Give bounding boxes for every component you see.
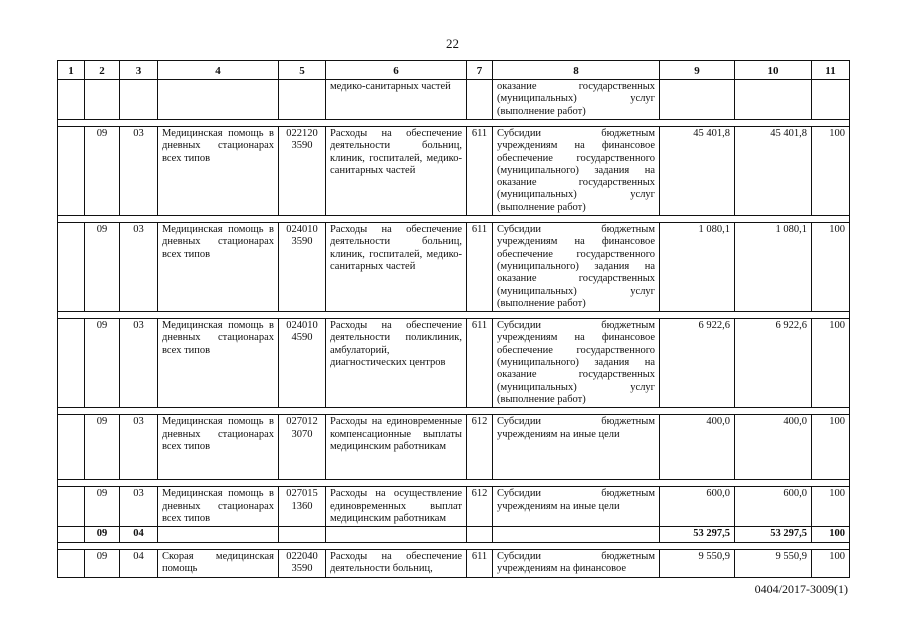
section-code: 09	[85, 415, 120, 480]
expense-type-code: 612	[467, 415, 493, 480]
col-header: 5	[279, 61, 326, 80]
total-plan: 53 297,5	[660, 527, 735, 542]
section-name: Медицинская помощь в дневных стационарах всех типов	[158, 223, 279, 312]
subsidy-desc: Субсидии бюджетным учреждениям на иные цели	[493, 415, 660, 480]
section-name: Медицинская помощь в дневных стационарах всех типов	[158, 127, 279, 216]
col-header: 2	[85, 61, 120, 80]
amount-plan: 600,0	[660, 487, 735, 527]
subsection-code: 03	[120, 223, 158, 312]
target-article: 027012 3070	[279, 415, 326, 480]
subsidy-desc: Субсидии бюджетным учреждениям на финансовое обеспечение государственного (муниципального) задания на оказание государственных (муниципальных) услуг (выполнение работ)	[493, 127, 660, 216]
expense-type-code: 611	[467, 127, 493, 216]
percent: 100	[812, 127, 850, 216]
amount-plan: 9 550,9	[660, 549, 735, 577]
percent: 100	[812, 223, 850, 312]
col-header: 10	[735, 61, 812, 80]
expense-desc: Расходы на обеспечение деятельности больниц, клиник, госпиталей, медико-санитарных частей	[326, 127, 467, 216]
section-code: 09	[85, 223, 120, 312]
table-row	[58, 415, 850, 480]
amount-actual: 45 401,8	[735, 127, 812, 216]
col-header: 11	[812, 61, 850, 80]
table-row	[58, 127, 850, 216]
total-percent: 100	[812, 527, 850, 542]
percent: 100	[812, 487, 850, 527]
subsidy-desc: Субсидии бюджетным учреждениям на финансовое	[493, 549, 660, 577]
amount-plan: 400,0	[660, 415, 735, 480]
col-header: 3	[120, 61, 158, 80]
section-code: 09	[85, 487, 120, 527]
subsidy-desc: Субсидии бюджетным учреждениям на иные цели	[493, 487, 660, 527]
target-article: 022120 3590	[279, 127, 326, 216]
amount-plan: 1 080,1	[660, 223, 735, 312]
section-name: Скорая медицинская помощь	[158, 549, 279, 577]
table-row	[58, 487, 850, 527]
amount-plan: 45 401,8	[660, 127, 735, 216]
section-name: Медицинская помощь в дневных стационарах всех типов	[158, 487, 279, 527]
subsidy-desc: Субсидии бюджетным учреждениям на финансовое обеспечение государственного (муниципального) задания на оказание государственных (муниципальных) услуг (выполнение работ)	[493, 319, 660, 408]
subsection-code: 04	[120, 549, 158, 577]
percent: 100	[812, 415, 850, 480]
section-name: Медицинская помощь в дневных стационарах всех типов	[158, 415, 279, 480]
expense-type-code: 612	[467, 487, 493, 527]
expense-type-code: 611	[467, 223, 493, 312]
subsection-code: 04	[120, 527, 158, 542]
subsidy-desc: оказание государственных (муниципальных) услуг (выполнение работ)	[493, 80, 660, 120]
section-name: Медицинская помощь в дневных стационарах всех типов	[158, 319, 279, 408]
section-code: 09	[85, 527, 120, 542]
expense-desc: Расходы на единовременные компенсационные выплаты медицинским работникам	[326, 415, 467, 480]
target-article: 027015 1360	[279, 487, 326, 527]
subsection-code: 03	[120, 487, 158, 527]
page-number: 22	[446, 36, 459, 51]
amount-plan: 6 922,6	[660, 319, 735, 408]
subsection-code: 03	[120, 319, 158, 408]
expense-type-code: 611	[467, 549, 493, 577]
table-row-continuation	[58, 80, 850, 120]
table-row	[58, 223, 850, 312]
subsection-code: 03	[120, 415, 158, 480]
target-article: 024010 4590	[279, 319, 326, 408]
target-article: 024010 3590	[279, 223, 326, 312]
section-code: 09	[85, 319, 120, 408]
target-article: 022040 3590	[279, 549, 326, 577]
amount-actual: 6 922,6	[735, 319, 812, 408]
col-header: 9	[660, 61, 735, 80]
col-header: 6	[326, 61, 467, 80]
subsection-code: 03	[120, 127, 158, 216]
total-actual: 53 297,5	[735, 527, 812, 542]
percent: 100	[812, 549, 850, 577]
amount-actual: 9 550,9	[735, 549, 812, 577]
col-header: 7	[467, 61, 493, 80]
budget-table	[57, 60, 850, 578]
document-code: 0404/2017-3009(1)	[754, 582, 848, 596]
expense-type-code: 611	[467, 319, 493, 408]
amount-actual: 1 080,1	[735, 223, 812, 312]
col-header: 1	[58, 61, 85, 80]
expense-desc: Расходы на обеспечение деятельности поликлиник, амбулаторий, диагностических центров	[326, 319, 467, 408]
expense-desc: Расходы на обеспечение деятельности больниц,	[326, 549, 467, 577]
subtotal-row	[58, 527, 850, 542]
expense-desc: Расходы на осуществление единовременных выплат медицинским работникам	[326, 487, 467, 527]
table-row	[58, 319, 850, 408]
col-header: 8	[493, 61, 660, 80]
header-row	[58, 61, 850, 80]
subsidy-desc: Субсидии бюджетным учреждениям на финансовое обеспечение государственного (муниципального) задания на оказание государственных (муниципальных) услуг (выполнение работ)	[493, 223, 660, 312]
amount-actual: 400,0	[735, 415, 812, 480]
col-header: 4	[158, 61, 279, 80]
percent: 100	[812, 319, 850, 408]
expense-desc: Расходы на обеспечение деятельности больниц, клиник, госпиталей, медико-санитарных частей	[326, 223, 467, 312]
section-code: 09	[85, 127, 120, 216]
expense-desc: медико-санитарных частей	[326, 80, 467, 120]
amount-actual: 600,0	[735, 487, 812, 527]
section-code: 09	[85, 549, 120, 577]
table-row	[58, 549, 850, 577]
